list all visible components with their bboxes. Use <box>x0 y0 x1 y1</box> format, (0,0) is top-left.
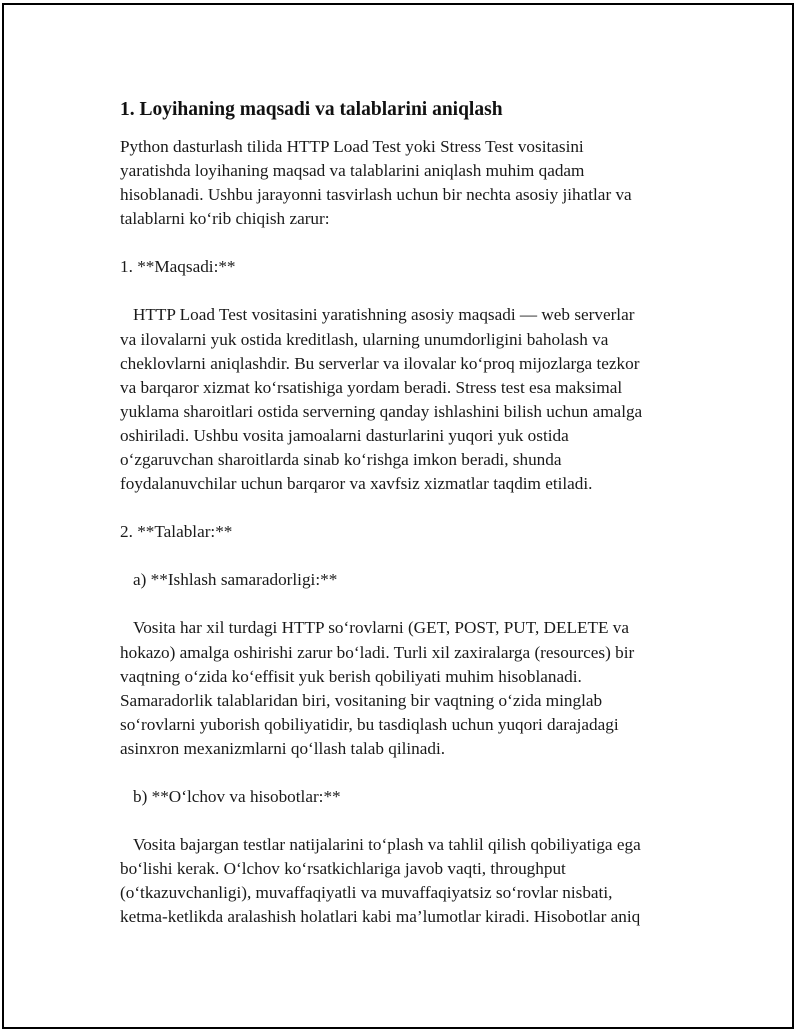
text-line: hokazo) amalga oshirishi zarur bo‘ladi. Turli xil zaxiralarga (resources) bir <box>120 642 635 662</box>
text-line: so‘rovlarni yuborish qobiliyatidir, bu tasdiqlash uchun yuqori darajadagi <box>120 714 619 734</box>
text-line: 2. **Talablar:** <box>120 522 233 542</box>
subsection-a-title <box>120 568 695 592</box>
text-line: HTTP Load Test vositasini yaratishning asosiy maqsadi — web serverlar <box>133 305 635 325</box>
text-line: foydalanuvchilar uchun barqaror va xavfsiz xizmatlar taqdim etiladi. <box>120 474 593 494</box>
text-line: asinxron mexanizmlarni qo‘llash talab qilinadi. <box>120 738 446 758</box>
text-line: ketma-ketlikda aralashish holatlari kabi ma’lumotlar kiradi. Hisobotlar aniq <box>120 907 641 927</box>
intro-paragraph <box>120 135 695 231</box>
text-line: 1. **Maqsadi:** <box>120 257 236 277</box>
text-line: bo‘lishi kerak. O‘lchov ko‘rsatkichlariga javob vaqti, throughput <box>120 859 566 879</box>
subsection-a-body <box>120 616 695 761</box>
text-line: Samaradorlik talablaridan biri, vositaning bir vaqtning o‘zida minglab <box>120 690 603 710</box>
text-line: Vosita har xil turdagi HTTP so‘rovlarni (GET, POST, PUT, DELETE va <box>133 618 629 638</box>
document-page <box>2 3 794 1029</box>
text-line: a) **Ishlash samaradorligi:** <box>133 570 338 590</box>
text-line: talablarni ko‘rib chiqish zarur: <box>120 209 330 229</box>
text-line: (o‘tkazuvchanligi), muvaffaqiyatli va muvaffaqiyatsiz so‘rovlar nisbati, <box>120 883 613 903</box>
text-line: Vosita bajargan testlar natijalarini to‘plash va tahlil qilish qobiliyatiga ega <box>133 835 641 855</box>
subsection-b-body <box>120 833 695 929</box>
text-line: Python dasturlash tilida HTTP Load Test yoki Stress Test vositasini <box>120 137 584 156</box>
text-line: cheklovlarni aniqlashdir. Bu serverlar va ilovalar ko‘proq mijozlarga tezkor <box>120 353 640 373</box>
text-line: o‘zgaruvchan sharoitlarda sinab ko‘rishga imkon beradi, shunda <box>120 450 562 470</box>
section-heading: 1. Loyihaning maqsadi va talablarini aniqlash <box>120 99 503 120</box>
section2-title <box>120 520 695 544</box>
text-line: yaratishda loyihaning maqsad va talablarini aniqlash muhim qadam <box>120 161 585 181</box>
text-line: oshiriladi. Ushbu vosita jamoalarni dasturlarini yuqori yuk ostida <box>120 425 569 445</box>
text-line: va barqaror xizmat ko‘rsatishiga yordam beradi. Stress test esa maksimal <box>120 377 623 397</box>
text-line: vaqtning o‘zida ko‘effisit yuk berish qobiliyati muhim hisoblanadi. <box>120 666 582 686</box>
text-line: va ilovalarni yuk ostida kreditlash, ularning unumdorligini baholash va <box>120 329 609 349</box>
text-line: hisoblanadi. Ushbu jarayonni tasvirlash uchun bir nechta asosiy jihatlar va <box>120 185 632 205</box>
section1-body <box>120 303 695 496</box>
text-line: b) **O‘lchov va hisobotlar:** <box>133 786 341 806</box>
text-line: yuklama sharoitlari ostida serverning qanday ishlashini bilish uchun amalga <box>120 401 643 421</box>
document-content <box>120 97 695 953</box>
section1-title <box>120 255 695 279</box>
subsection-b-title <box>120 785 695 809</box>
